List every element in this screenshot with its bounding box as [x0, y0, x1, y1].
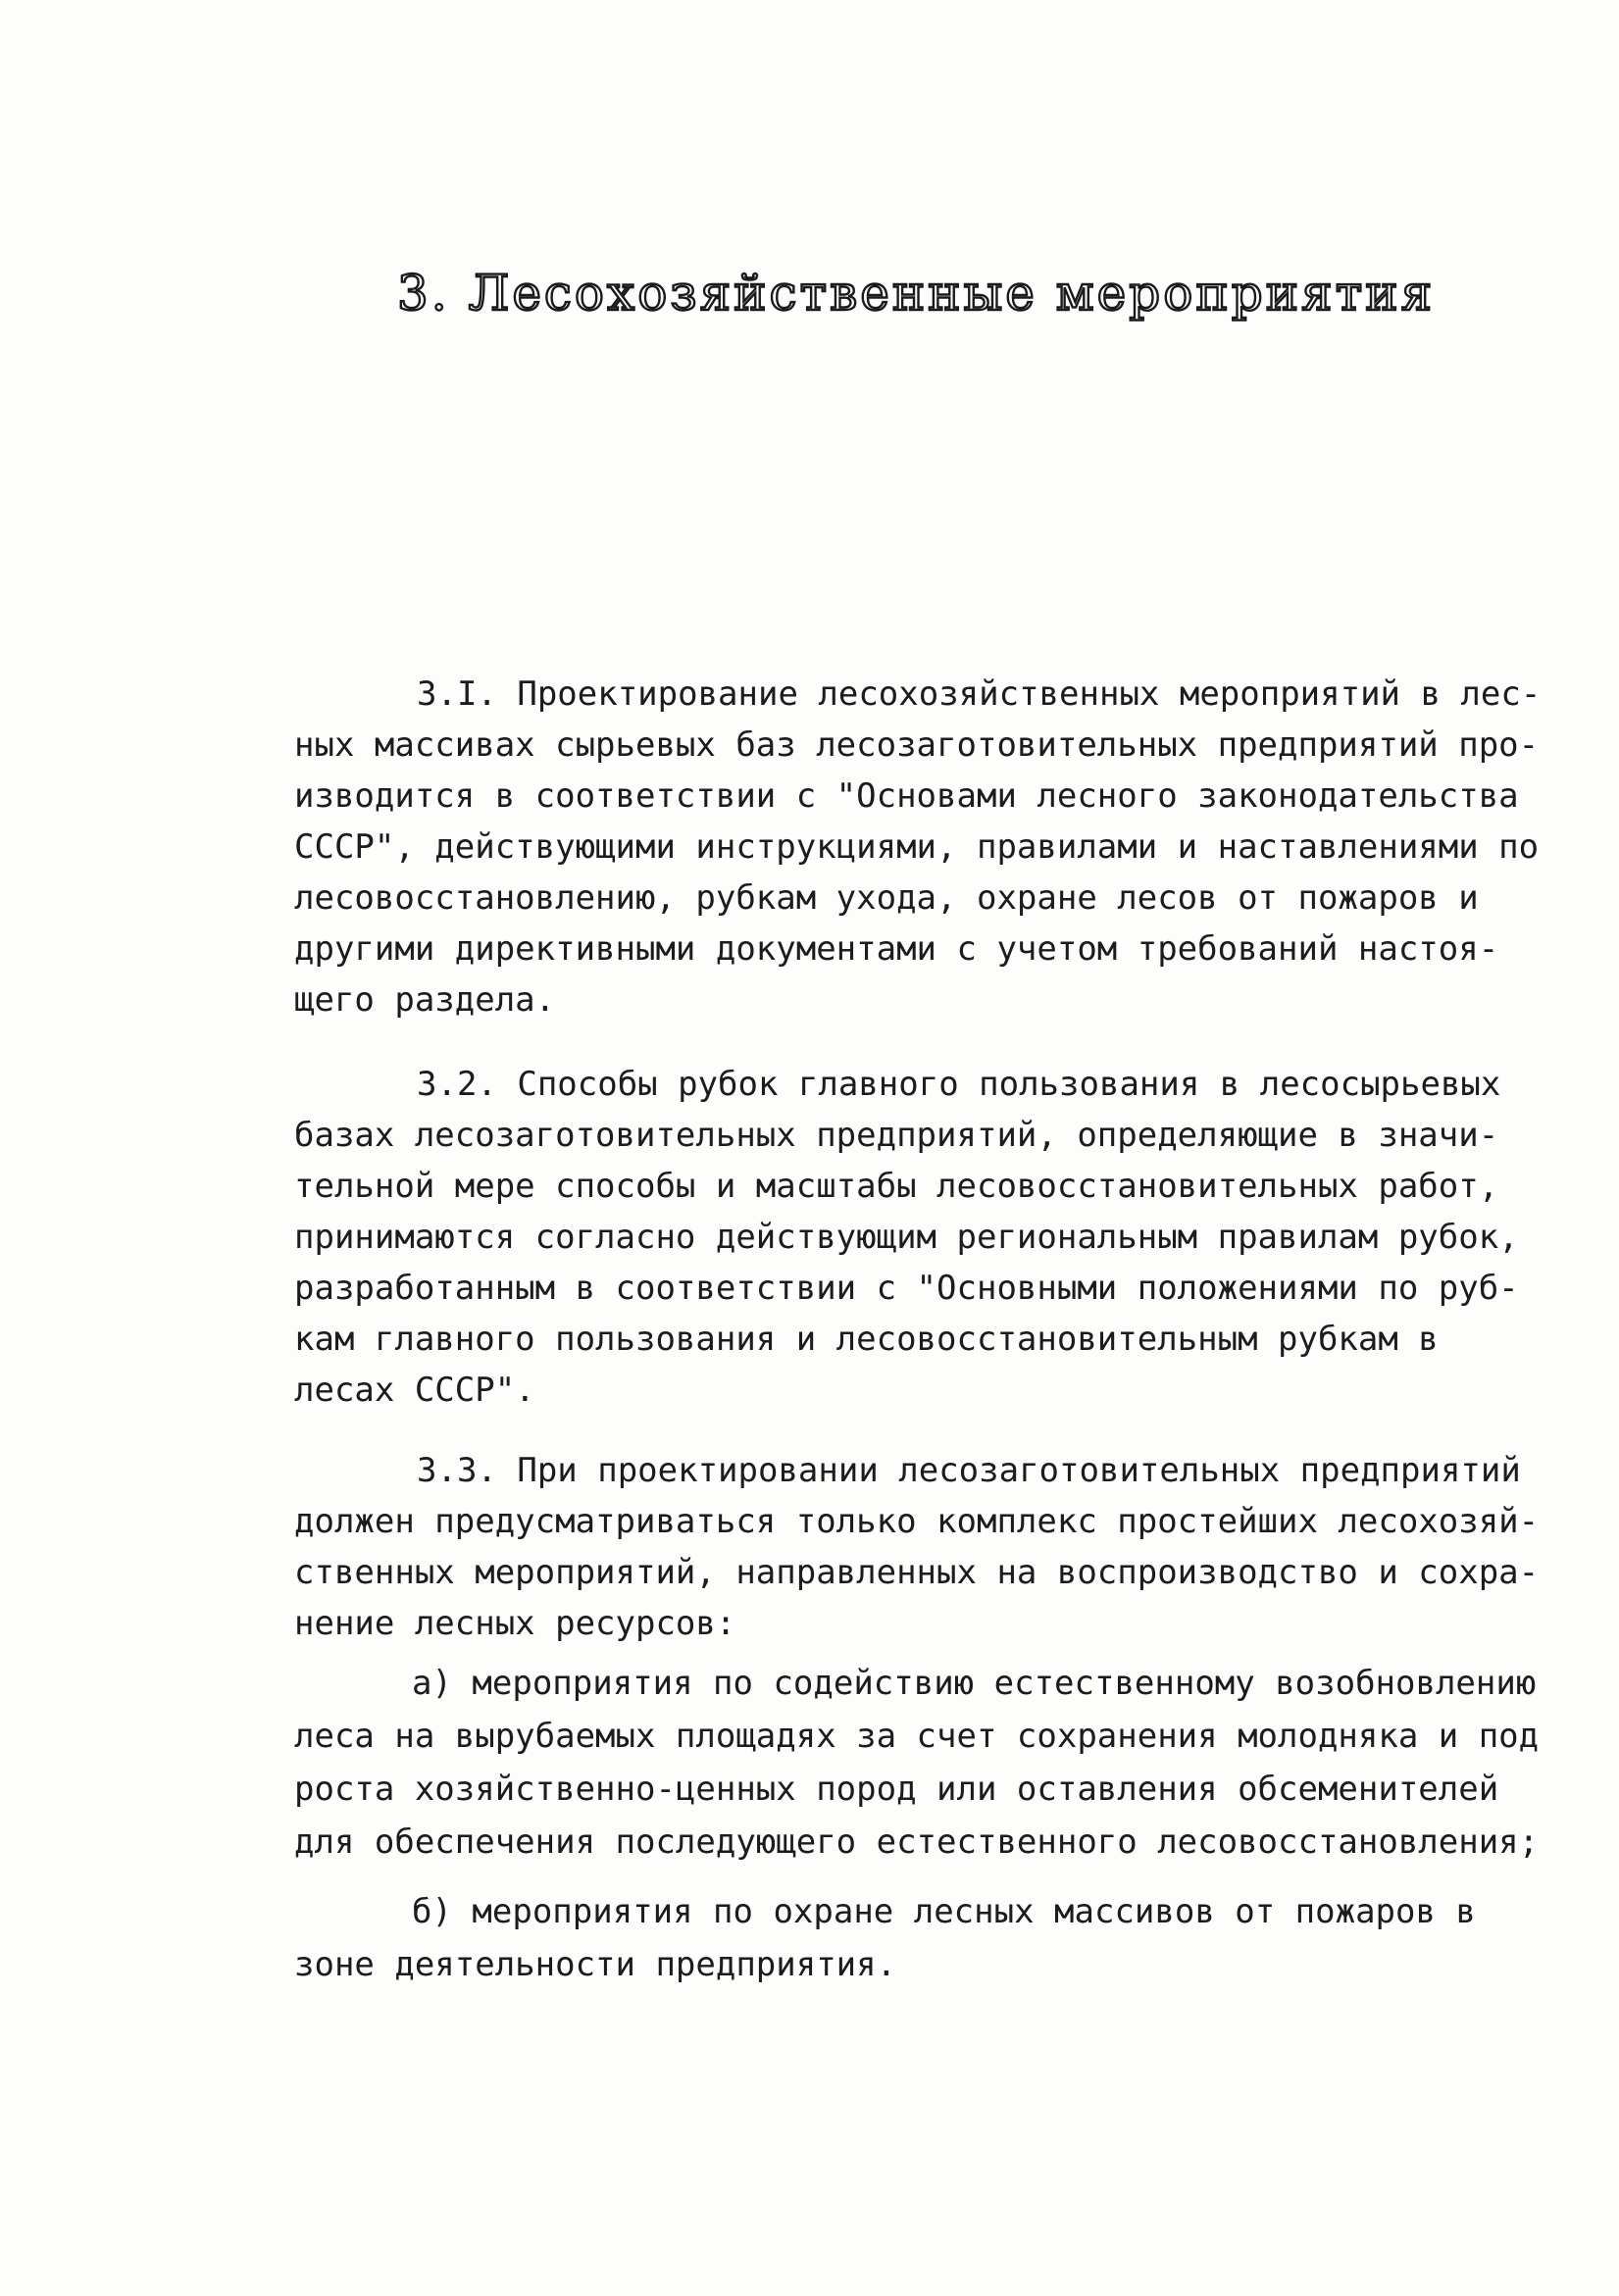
text-line: лесовосстановлению, рубкам ухода, охране лесов от пожаров и	[294, 878, 1479, 918]
text-line: базах лесозаготовительных предприятий, определяющие в значи-	[294, 1116, 1499, 1155]
text-line: СССР", действующими инструкциями, правилами и наставлениями по	[294, 827, 1540, 867]
text-line: 3.3. При проектировании лесозаготовительных предприятий	[417, 1451, 1521, 1490]
text-line: 3.2. Способы рубок главного пользования в лесосырьевых	[417, 1065, 1501, 1104]
text-line: должен предусматриваться только комплекс простейших лесохозяй-	[294, 1502, 1540, 1541]
section-title: 3. Лесохозяйственные мероприятия	[397, 265, 1436, 322]
text-line: лесах СССР".	[294, 1371, 535, 1410]
text-line: другими директивными документами с учетом требований настоя-	[294, 929, 1499, 969]
text-line: разработанным в соответствии с "Основными положениями по руб-	[294, 1269, 1519, 1308]
text-line: зоне деятельности предприятия.	[294, 1945, 897, 1984]
text-line: леса на вырубаемых площадях за счет сохранения молодняка и под	[294, 1717, 1540, 1756]
text-line: а) мероприятия по содействию естественному возобновлению	[412, 1664, 1537, 1703]
text-line: ственных мероприятий, направленных на воспроизводство и сохра-	[294, 1553, 1540, 1592]
text-line: ных массивах сырьевых баз лесозаготовительных предприятий про-	[294, 725, 1540, 765]
text-line: нение лесных ресурсов:	[294, 1604, 736, 1643]
text-line: тельной мере способы и масштабы лесовосстановительных работ,	[294, 1167, 1499, 1206]
text-line: кам главного пользования и лесовосстановительным рубкам в	[294, 1320, 1439, 1359]
text-line: 3.I. Проектирование лесохозяйственных мероприятий в лес-	[417, 674, 1542, 714]
text-line: принимаются согласно действующим региональным правилам рубок,	[294, 1218, 1519, 1257]
text-line: б) мероприятия по охране лесных массивов от пожаров в	[412, 1892, 1476, 1931]
text-line: для обеспечения последующего естественного лесовосстановления;	[294, 1822, 1540, 1862]
text-line: изводится в соответствии с "Основами лесного законодательства	[294, 776, 1519, 816]
text-line: роста хозяйственно-ценных пород или оставления обсеменителей	[294, 1770, 1499, 1809]
text-line: щего раздела.	[294, 980, 556, 1020]
